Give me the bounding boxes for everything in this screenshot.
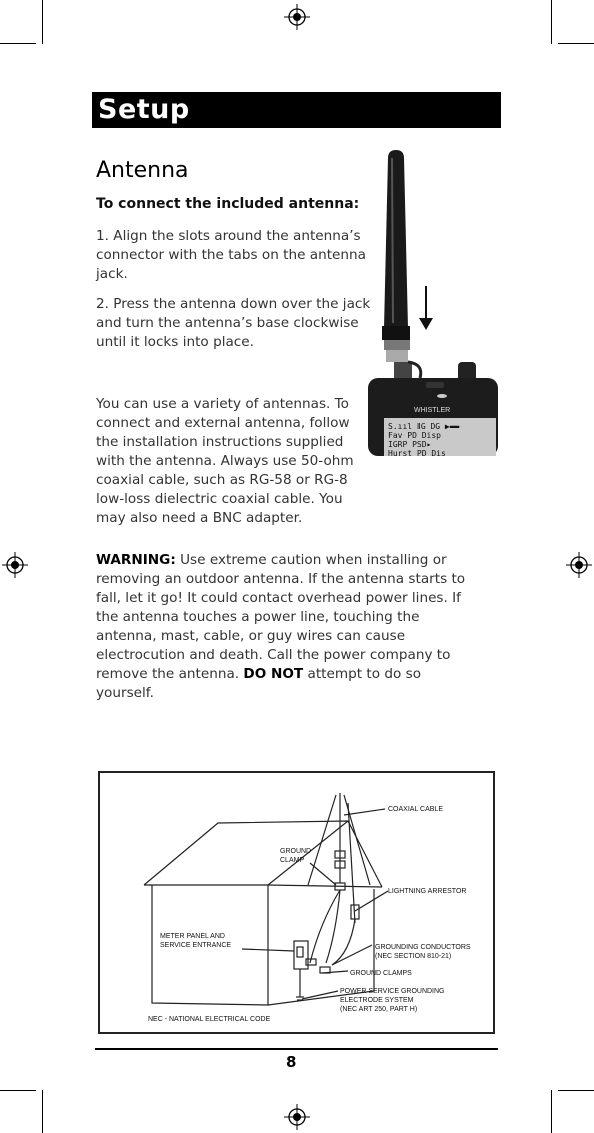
diagram-label: METER PANEL AND: [160, 933, 225, 940]
step-1-text: 1. Align the slots around the antenna’s connector with the tabs on the antenna jack.: [96, 228, 366, 282]
section-banner: Setup: [92, 92, 501, 128]
do-not-text: DO NOT: [243, 666, 304, 682]
crop-mark: [551, 1090, 552, 1133]
brand-label: WHISTLER: [414, 407, 451, 414]
diagram-label: (NEC SECTION 810-21): [375, 953, 452, 960]
grounding-diagram-drawing: [100, 773, 493, 1032]
display-line: S.ııl ⅡG DG ▶▬▬: [388, 422, 460, 431]
crop-mark: [42, 0, 43, 44]
warning-text: Use extreme caution when installing or removing an outdoor antenna. If the antenna starts to fall, let it go! It could contact overhead power lines. If the antenna touches a power line, touching the antenna, mast, cable, or guy wires can cause electrocution and death. Call the power company to remove the antenna.: [96, 552, 466, 682]
page-number: 8: [286, 1053, 297, 1071]
crop-mark: [42, 1090, 43, 1133]
display-line: Fav PD Disp: [388, 431, 441, 440]
registration-mark-icon: [2, 552, 28, 578]
diagram-label: LIGHTNING ARRESTOR: [388, 888, 467, 895]
diagram-label: NEC - NATIONAL ELECTRICAL CODE: [148, 1016, 271, 1023]
footer-divider: [95, 1048, 498, 1050]
subheading: To connect the included antenna:: [96, 196, 360, 212]
crop-mark: [558, 43, 594, 44]
crop-mark: [551, 0, 552, 44]
grounding-diagram: [98, 771, 495, 1034]
registration-mark-icon: [284, 1104, 310, 1130]
diagram-label: (NEC ART 250, PART H): [340, 1006, 418, 1013]
warning-label: WARNING:: [96, 552, 176, 568]
diagram-label: GROUND: [280, 848, 312, 855]
page-title: Antenna: [96, 158, 189, 183]
crop-mark: [0, 1090, 36, 1091]
diagram-label: COAXIAL CABLE: [388, 806, 443, 813]
diagram-label: POWER SERVICE GROUNDING: [340, 988, 445, 995]
registration-mark-icon: [566, 552, 592, 578]
diagram-label: GROUNDING CONDUCTORS: [375, 944, 471, 951]
step-2-text: 2. Press the antenna down over the jack and turn the antenna’s base clockwise until it locks into place.: [96, 296, 371, 350]
warning-paragraph: [96, 551, 476, 703]
warning-text-end: attempt to do so yourself.: [96, 666, 422, 701]
display-line: IGRP PSD▸: [388, 440, 432, 449]
diagram-label: CLAMP: [280, 857, 305, 864]
diagram-label: GROUND CLAMPS: [350, 970, 412, 977]
antenna-variety-paragraph: You can use a variety of antennas. To connect and external antenna, follow the installation instructions supplied with the antenna. Always use 50-ohm coaxial cable, such as RG-58 or RG-8 low-loss dielectric coaxial cable. You may also need a BNC adapter.: [96, 396, 354, 526]
display-line: Hurst PD Dis: [388, 449, 446, 456]
registration-mark-icon: [284, 4, 310, 30]
antenna-variety-text: [96, 395, 496, 528]
crop-mark: [0, 43, 36, 44]
crop-mark: [558, 1090, 594, 1091]
diagram-label: ELECTRODE SYSTEM: [340, 997, 414, 1004]
diagram-label: SERVICE ENTRANCE: [160, 942, 232, 949]
